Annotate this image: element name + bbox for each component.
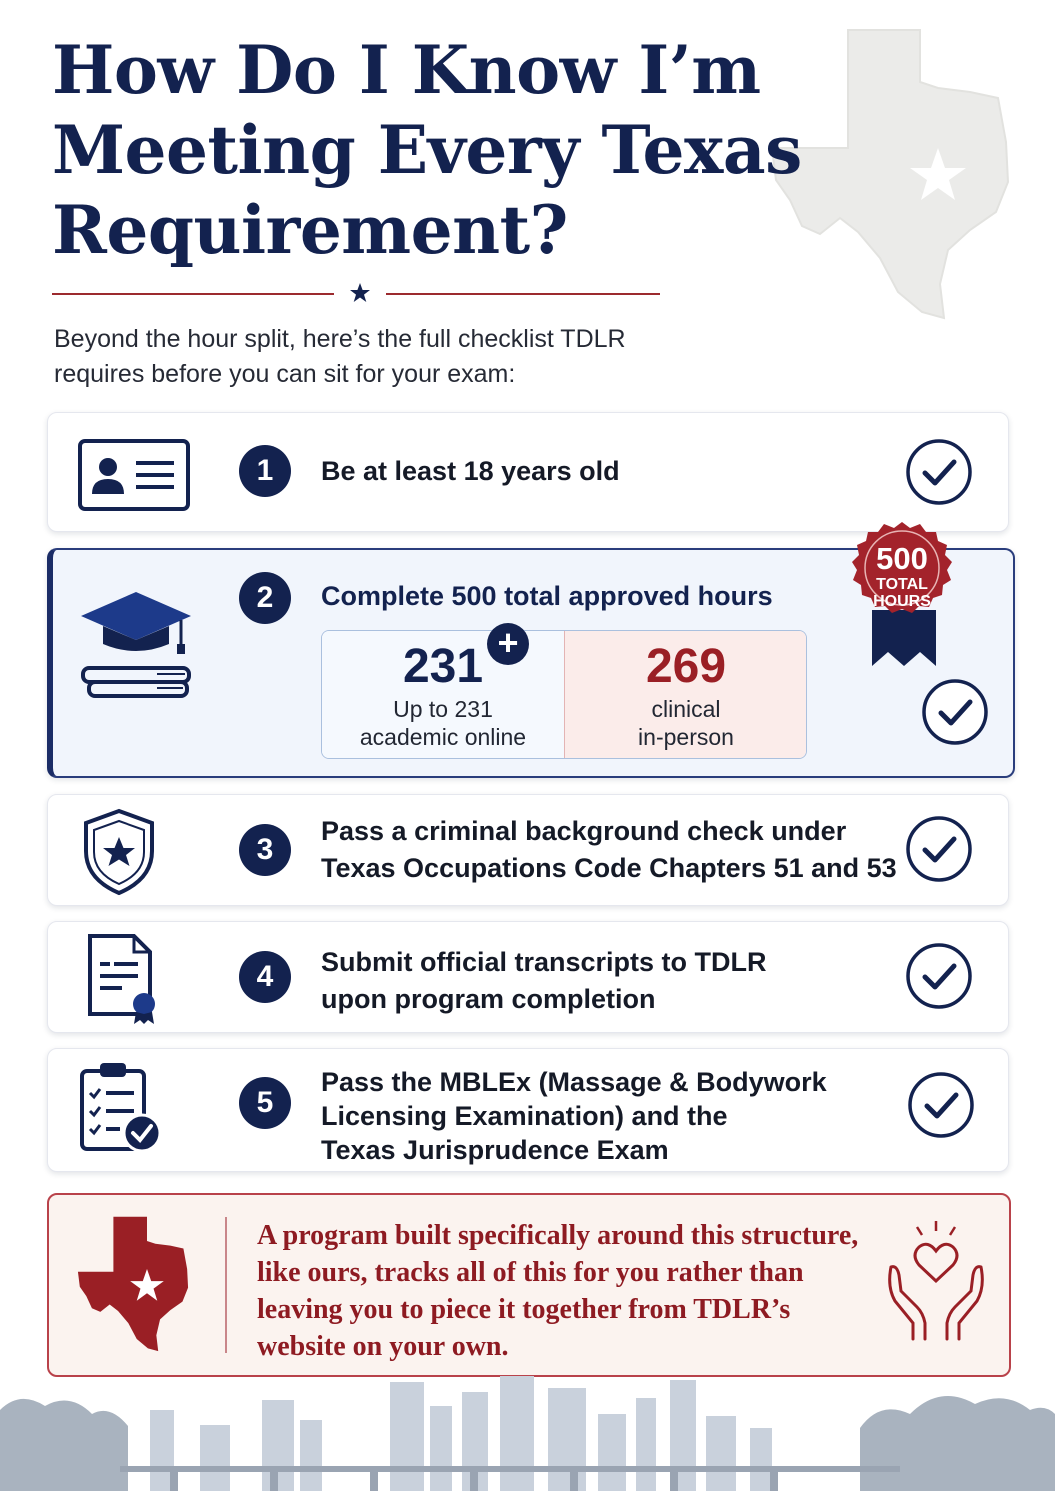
cta-line: like ours, tracks all of this for you rather than [257,1257,804,1288]
id-card-icon [78,439,190,511]
check-circle-icon [907,1071,975,1139]
check-circle-icon [921,678,989,746]
requirement-card-1 [47,412,1009,532]
intro-line: requires before you can sit for your exam: [54,360,516,388]
requirement-line: Submit official transcripts to TDLR [321,947,767,977]
requirement-card-5 [47,1048,1009,1172]
badge-text [838,542,966,610]
graduation-cap-icon [77,586,195,704]
texas-map-star-icon [65,1213,201,1353]
requirement-text [321,453,620,490]
requirement-text [321,1065,827,1167]
clinical-hours-panel [564,631,807,758]
online-hours-value: 231 [402,640,484,693]
cta-divider [225,1217,227,1353]
requirement-line: upon program completion [321,984,656,1014]
clinical-hours-label: clinical [651,696,721,722]
clinical-hours-label: in-person [638,724,734,750]
intro-text [54,322,774,392]
check-circle-icon [905,438,973,506]
requirement-card-4 [47,921,1009,1033]
step-number: 1 [239,445,291,497]
requirement-line: Texas Occupations Code Chapters 51 and 53 [321,853,897,883]
requirement-line: Complete 500 total approved hours [321,581,773,611]
online-hours-label: Up to 231 [393,696,493,722]
step-number: 4 [239,951,291,1003]
clipboard-check-icon [78,1059,166,1155]
shield-star-icon [80,807,158,897]
title-line: How Do I Know I’m [52,31,761,109]
divider-rule [386,293,660,295]
check-circle-icon [905,942,973,1010]
page-title [52,30,812,270]
badge-value: 500 [876,541,928,576]
step-number: 3 [239,824,291,876]
title-line: Requirement? [52,191,568,269]
requirement-card-3 [47,794,1009,906]
cta-line: leaving you to piece it together from TDLR’s [257,1294,791,1325]
plus-icon: + [487,623,529,665]
step-number: 5 [239,1077,291,1129]
check-circle-icon [905,815,973,883]
divider-rule [52,293,334,295]
online-hours-label: academic online [359,724,527,750]
badge-label: TOTAL [876,576,928,593]
title-divider [52,282,660,306]
requirement-text [321,578,773,615]
intro-line: Beyond the hour split, here’s the full checklist TDLR [54,325,626,353]
hands-heart-icon [883,1219,989,1343]
city-skyline-illustration [0,1370,1055,1491]
requirement-line: Texas Jurisprudence Exam [321,1135,669,1165]
star-icon [349,282,371,304]
requirement-line: Be at least 18 years old [321,456,620,486]
step-number: 2 [239,572,291,624]
title-line: Meeting Every Texas [52,111,802,189]
requirement-text [321,813,897,887]
cta-line: website on your own. [257,1331,509,1362]
certificate-document-icon [84,932,164,1024]
requirement-line: Licensing Examination) and the [321,1101,728,1131]
cta-callout [47,1193,1011,1377]
requirement-line: Pass the MBLEx (Massage & Bodywork [321,1067,827,1097]
badge-label: HOURS [873,593,931,610]
cta-line: A program built specifically around this structure, [257,1220,859,1251]
hours-split-box [321,630,807,759]
requirement-line: Pass a criminal background check under [321,816,847,846]
requirement-text [321,944,767,1018]
clinical-hours-value: 269 [645,640,727,693]
cta-text [257,1217,897,1365]
